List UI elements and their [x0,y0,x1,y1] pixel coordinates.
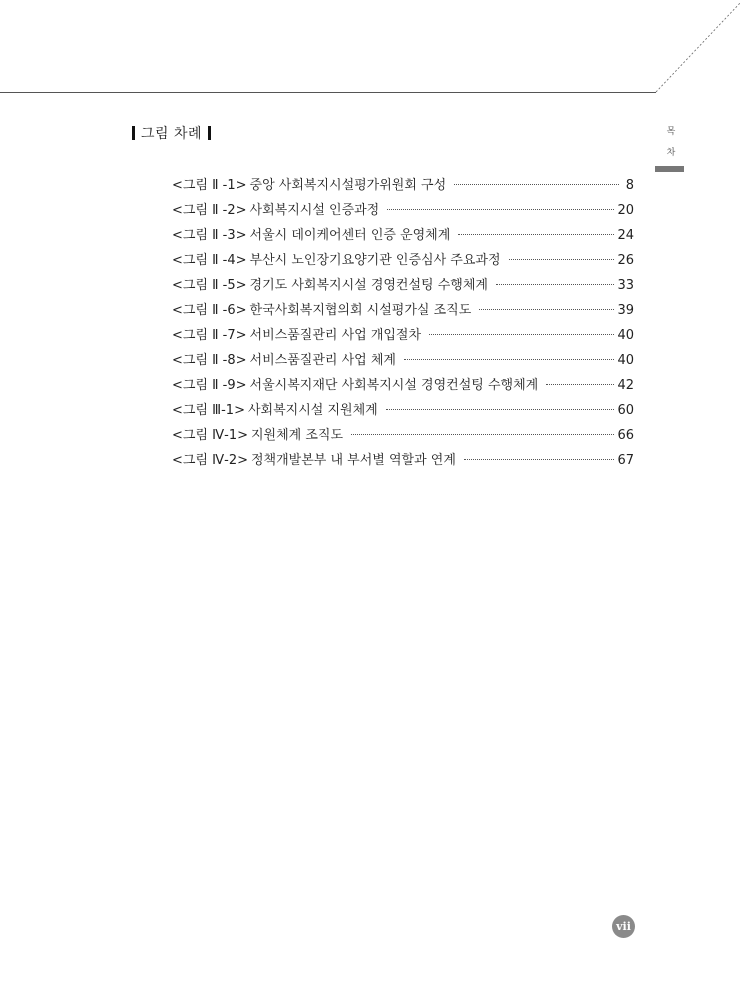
toc-entry-label: <그림 Ⅱ -9> [172,378,247,393]
side-tab-char: 목 [666,127,676,137]
toc-entry-page: 24 [617,228,634,243]
toc-entry-page: 33 [617,278,634,293]
toc-entry-label: <그림 Ⅱ -6> [172,303,247,318]
toc-leader-dots [458,234,614,235]
toc-entry-page: 40 [617,328,634,343]
toc-leader-dots [351,434,614,435]
toc-leader-dots [546,384,614,385]
toc-entry-label: <그림 Ⅱ -2> [172,203,247,218]
page-number-badge: vii [612,915,635,938]
toc-leader-dots [386,409,615,410]
toc-entry[interactable] [172,449,634,474]
side-tab-toc[interactable] [658,122,684,164]
side-tab-marker [655,166,684,172]
toc-entry-label: <그림 Ⅳ-1> [172,428,248,443]
toc-entry-title: 중앙 사회복지시설평가위원회 구성 [249,178,447,193]
toc-leader-dots [387,209,614,210]
toc-leader-dots [429,334,614,335]
toc-entry[interactable] [172,224,634,249]
toc-entry-page: 42 [617,378,634,393]
toc-entry[interactable] [172,199,634,224]
toc-leader-dots [454,184,619,185]
toc-entry-page: 26 [617,253,634,268]
heading-bar-right [208,126,211,140]
toc-entry[interactable] [172,324,634,349]
toc-entry[interactable] [172,174,634,199]
toc-entry-title: 사회복지시설 인증과정 [249,203,380,218]
toc-entry-title: 서울시복지재단 사회복지시설 경영컨설팅 수행체계 [249,378,539,393]
toc-entry[interactable] [172,349,634,374]
toc-entry-title: 서비스품질관리 사업 개입절차 [249,328,422,343]
heading-bar-left [132,126,135,140]
toc-entry-title: 한국사회복지협의회 시설평가실 조직도 [249,303,472,318]
toc-leader-dots [496,284,614,285]
heading-text: 그림 차례 [141,126,203,142]
toc-entry-title: 서울시 데이케어센터 인증 운영체계 [249,228,451,243]
toc-leader-dots [479,309,614,310]
toc-entry[interactable] [172,274,634,299]
toc-entry-title: 부산시 노인장기요양기관 인증심사 주요과정 [249,253,501,268]
toc-entry-label: <그림 Ⅲ-1> [172,403,245,418]
toc-entry-title: 서비스품질관리 사업 체계 [249,353,396,368]
figure-toc-list [172,174,634,474]
toc-entry[interactable] [172,399,634,424]
toc-entry-label: <그림 Ⅱ -8> [172,353,247,368]
toc-entry-page: 39 [617,303,634,318]
toc-leader-dots [509,259,615,260]
toc-entry-page: 60 [617,403,634,418]
toc-entry-label: <그림 Ⅱ -1> [172,178,247,193]
toc-entry-title: 지원체계 조직도 [251,428,344,443]
toc-entry-title: 사회복지시설 지원체계 [247,403,378,418]
toc-entry-title: 경기도 사회복지시설 경영컨설팅 수행체계 [249,278,488,293]
corner-fold-decoration [640,0,741,100]
toc-entry[interactable] [172,249,634,274]
toc-entry[interactable] [172,374,634,399]
toc-leader-dots [404,359,615,360]
toc-entry[interactable] [172,299,634,324]
toc-entry-label: <그림 Ⅱ -3> [172,228,247,243]
toc-entry-page: 8 [625,178,634,193]
toc-entry-label: <그림 Ⅱ -7> [172,328,247,343]
toc-entry-page: 20 [617,203,634,218]
toc-entry-title: 정책개발본부 내 부서별 역할과 연계 [251,453,456,468]
toc-entry-page: 67 [617,453,634,468]
toc-leader-dots [464,459,615,460]
side-tab-char: 차 [666,148,676,158]
toc-entry[interactable] [172,424,634,449]
toc-entry-label: <그림 Ⅱ -5> [172,278,247,293]
toc-entry-page: 66 [617,428,634,443]
toc-entry-label: <그림 Ⅱ -4> [172,253,247,268]
header-rule [0,92,656,93]
toc-entry-label: <그림 Ⅳ-2> [172,453,248,468]
section-heading [132,123,211,143]
toc-entry-page: 40 [617,353,634,368]
